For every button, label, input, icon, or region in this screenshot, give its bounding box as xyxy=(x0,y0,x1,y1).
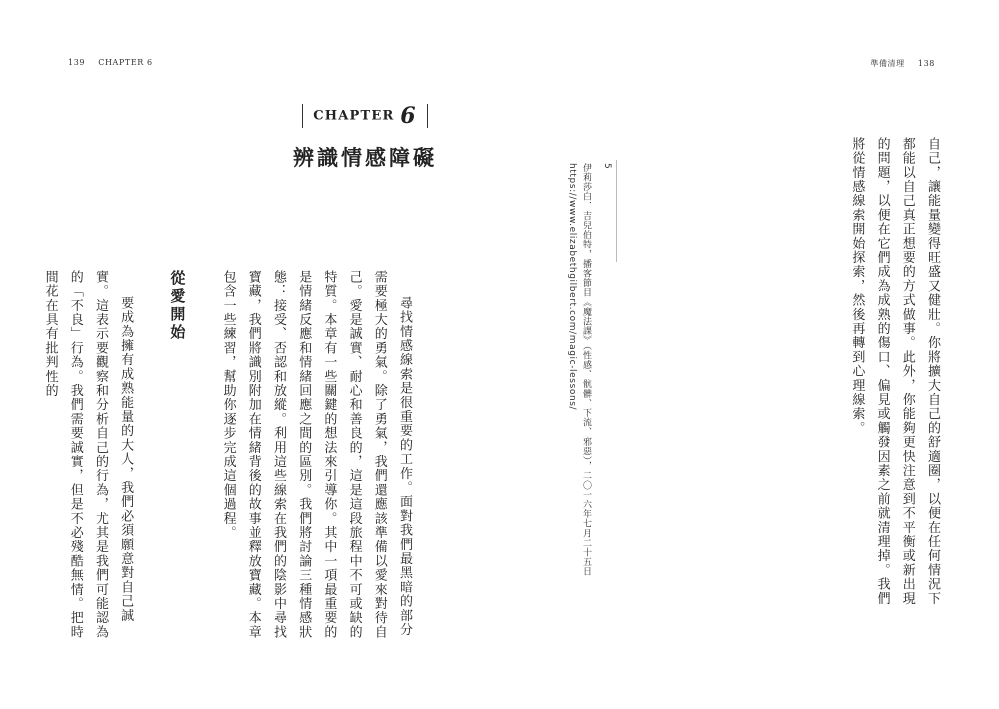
chapter-number: 6 xyxy=(400,103,417,129)
chapter-label-rule-left xyxy=(302,104,303,128)
body-paragraph: 要成為擁有成熟能量的大人，我們必須願意對自己誠實。這表示要觀察和分析自己的行為，尤其是我們可能認為的「不良」行為。我們需要誠實，但是不必殘酷無情。把時間花在具有批判性的 xyxy=(42,270,134,640)
footnote-number: 5 xyxy=(602,163,612,170)
body-paragraph: 自己，讓能量變得旺盛又健壯。你將擴大自己的舒適圈，以便在任何情況下都能以自己真正想要的方式做事。此外，你能夠更快注意到不平衡或新出現的問題，以便在它們成為成熟的傷口、偏見或觸發因素之前就清理掉。我們將從情感線索開始探索，然後再轉到心理線索。 xyxy=(849,137,940,606)
section-subheading: 從愛開始 xyxy=(168,270,187,342)
right-page-number: 138 xyxy=(917,59,935,68)
chapter-word: CHAPTER xyxy=(313,108,395,124)
right-page-body xyxy=(844,137,945,617)
chapter-label xyxy=(290,103,440,129)
left-page-number: 139 xyxy=(68,58,86,67)
left-page-header xyxy=(68,58,163,67)
left-page xyxy=(0,0,499,709)
body-paragraph: 尋找情感線索是很重要的工作。面對我們最黑暗的部分需要極大的勇氣。除了勇氣，我們還應該準備以愛來對待自己。愛是誠實、耐心和善良的，這是這段旅程中不可或缺的特質。本章有一些關鍵的想法來引導你。其中一項最重要的是情緒反應和情緒回應之間的區別。我們將討論三種情感狀態：接受、否認和放縱。利用這些線索在我們的陰影中尋找寶藏，我們將識別附加在情緒背後的故事並釋放寶藏。本章包含一些練習，幫助你逐步完成這個過程。 xyxy=(220,270,412,640)
right-running-title: 準備清理 xyxy=(870,59,905,68)
left-running-title: CHAPTER 6 xyxy=(98,58,153,67)
footnote-divider xyxy=(616,160,617,262)
right-page xyxy=(500,0,999,709)
footnote-text: 伊莉莎白．吉兒伯特，播客節目《魔法課》（性感、骯髒、下流、邪惡），二〇一六年七月二十五日 https://www.elizabethgilbert.com/magic-lessons/ xyxy=(567,163,591,577)
footnote xyxy=(565,163,614,603)
left-page-body xyxy=(37,270,417,642)
right-page-header xyxy=(860,58,935,69)
chapter-title: 辨識情感障礙 xyxy=(293,146,437,170)
chapter-label-rule-right xyxy=(427,104,428,128)
